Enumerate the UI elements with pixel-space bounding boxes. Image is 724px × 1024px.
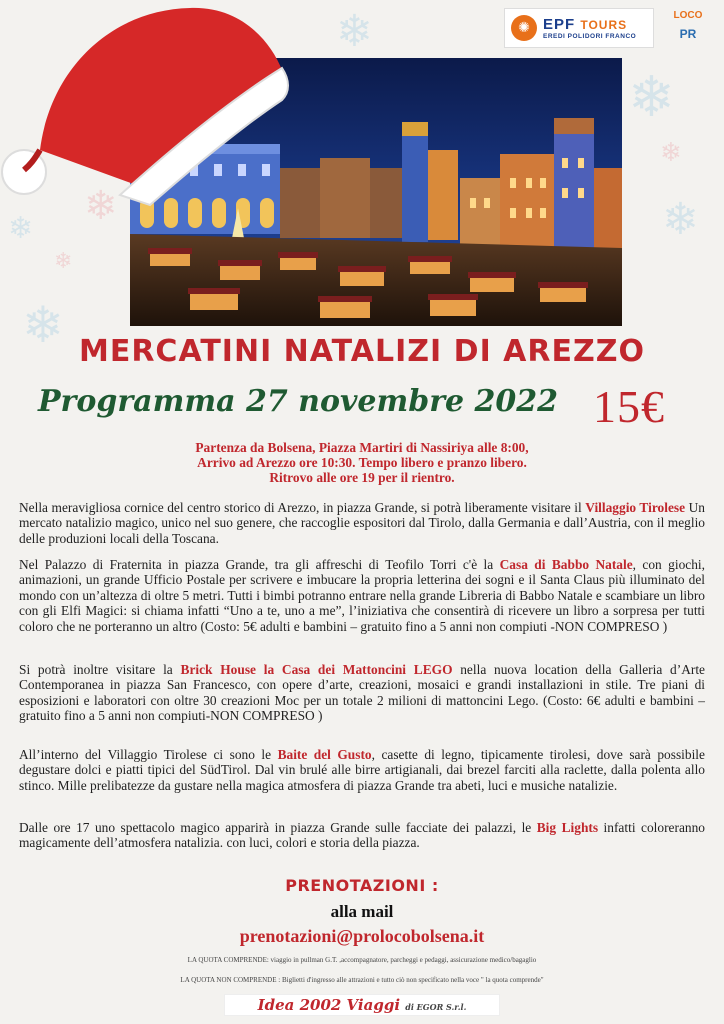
quota-excluded: LA QUOTA NON COMPRENDE : Biglietti d'ingresso alle attrazioni e tutto ciò non specificato nella voce " la quota comprende" xyxy=(180,976,544,984)
quota-included: LA QUOTA COMPRENDE: viaggio in pullman G.T. ,accompagnatore, parcheggi e pedaggi, assicurazione medico/bagaglio xyxy=(187,956,537,964)
paragraph-big-lights xyxy=(19,820,705,851)
highlight-villaggio-tirolese: Villaggio Tirolese xyxy=(585,500,686,515)
proloco-logo-top: LOCO xyxy=(673,10,703,21)
epf-tours: TOURS xyxy=(580,18,628,32)
paragraph-baite-gusto xyxy=(19,747,705,793)
departure-line: Ritrovo alle ore 19 per il rientro. xyxy=(269,470,455,485)
agency-name: Idea 2002 Viaggi xyxy=(257,996,401,1014)
booking-title: PRENOTAZIONI : xyxy=(285,876,439,895)
paragraph-text: infatti coloreranno magicamente dell’atmosfera natalizia. con luci, colori e storia della piazza. xyxy=(19,820,705,851)
paragraph-text: nella nuova location della Galleria d’Arte Contemporanea in piazza San Francesco, con opere d’arte, creazioni, mosaici e grandi installazioni in stile. Tre piani di esposizioni e laboratori con oltre 30 creazioni Moc per un totale 2 milioni di mattoncini Lego. (Costo: 6€ adulti e bambini – gratuito fino a 5 anni non compiuti-NON COMPRESO ) xyxy=(19,662,706,724)
program-date: Programma 27 novembre 2022 xyxy=(38,384,559,419)
paragraph-text: Un mercato natalizio magico, unico nel suo genere, che raccoglie espositori dal Tirolo, dalla Germania e dall’Austria, con il meglio delle produzioni locali della Toscana. xyxy=(19,500,705,546)
highlight-big-lights: Big Lights xyxy=(536,820,599,835)
booking-mail-label: alla mail xyxy=(330,902,394,921)
paragraph-text: , casette di legno, tipicamente tirolesi, dove sarà possibile degustare dolci e piatti tipici del SüdTirol. Dal vin brulé alle birre artigianali, dai brezel farciti alla raclette, dalla polenta allo stinco. Mille prelibatezze da gustare nella magica atmosfera di piazza Grande tra abeti, luci e musiche natalizie. xyxy=(19,747,705,793)
highlight-baite-del-gusto: Baite del Gusto xyxy=(277,747,372,762)
paragraph-text: Nel Palazzo di Fraternita in piazza Grande, tra gli affreschi di Teofilo Torri c'è la xyxy=(19,557,500,572)
paragraph-text: All’interno del Villaggio Tirolese ci sono le xyxy=(19,747,278,762)
agency-subtitle: di EGOR S.r.l. xyxy=(405,1002,467,1012)
snowflake-icon: ❄ xyxy=(22,297,64,353)
paragraph-text: Nella meravigliosa cornice del centro storico di Arezzo, in piazza Grande, si potrà liberamente visitare il xyxy=(19,500,586,515)
snowflake-icon: ❄ xyxy=(628,67,675,129)
snowflake-icon: ❄ xyxy=(336,7,373,56)
departure-line: Partenza da Bolsena, Piazza Martiri di Nassiriya alle 8:00, xyxy=(195,440,529,455)
booking-email-link[interactable]: prenotazioni@prolocobolsena.it xyxy=(239,926,485,946)
proloco-logo xyxy=(672,10,704,48)
snowflake-icon: ❄ xyxy=(84,183,118,228)
snowflake-icon: ❄ xyxy=(660,138,682,167)
proloco-logo-bottom: PR xyxy=(679,27,697,41)
paragraph-brick-house xyxy=(19,662,705,724)
snowflake-icon: ❄ xyxy=(662,195,699,244)
epf-tours-logo xyxy=(504,8,654,48)
highlight-casa-babbo-natale: Casa di Babbo Natale xyxy=(499,557,633,572)
paragraph-villaggio xyxy=(19,500,705,546)
departure-line: Arrivo ad Arezzo ore 10:30. Tempo libero e pranzo libero. xyxy=(197,455,527,470)
paragraph-babbo-natale xyxy=(19,557,705,634)
santa-hat-icon xyxy=(0,0,300,210)
price: 15€ xyxy=(593,381,665,432)
paragraph-text: , con giochi, animazioni, un grande Ufficio Postale per scrivere e imbucare la propria letterina dei sogni e il Santa Claus più illuminato del mondo con un’altezza di oltre 5 metri. Tutti i bimbi potranno entrare nella grande Libreria di Babbo Natale e scambiare un libro con gli Elfi Magici: si chiama infatti “Uno a te, uno a me”, l’iniziativa che consentirà di ricevere un libro a sorpresa per tutti coloro che ne porteranno un altro (Costo: 5€ adulti e bambini – gratuito fino a 5 anni non compiuti -NON COMPRESO ) xyxy=(19,557,705,634)
compass-icon: ✺ xyxy=(511,15,537,41)
paragraph-text: Si potrà inoltre visitare la xyxy=(19,662,181,677)
epf-name: EPF xyxy=(543,16,576,33)
paragraph-text: Dalle ore 17 uno spettacolo magico apparirà in piazza Grande sulle facciate dei palazzi, le xyxy=(19,820,537,835)
departure-info xyxy=(0,440,724,485)
snowflake-icon: ❄ xyxy=(54,248,73,273)
highlight-brick-house: Brick House la Casa dei Mattoncini LEGO xyxy=(180,662,453,677)
agency-logo xyxy=(224,994,500,1016)
page-title: MERCATINI NATALIZI DI AREZZO xyxy=(78,334,645,369)
snowflake-icon: ❄ xyxy=(8,212,34,245)
epf-subtitle: EREDI POLIDORI FRANCO xyxy=(543,33,637,40)
